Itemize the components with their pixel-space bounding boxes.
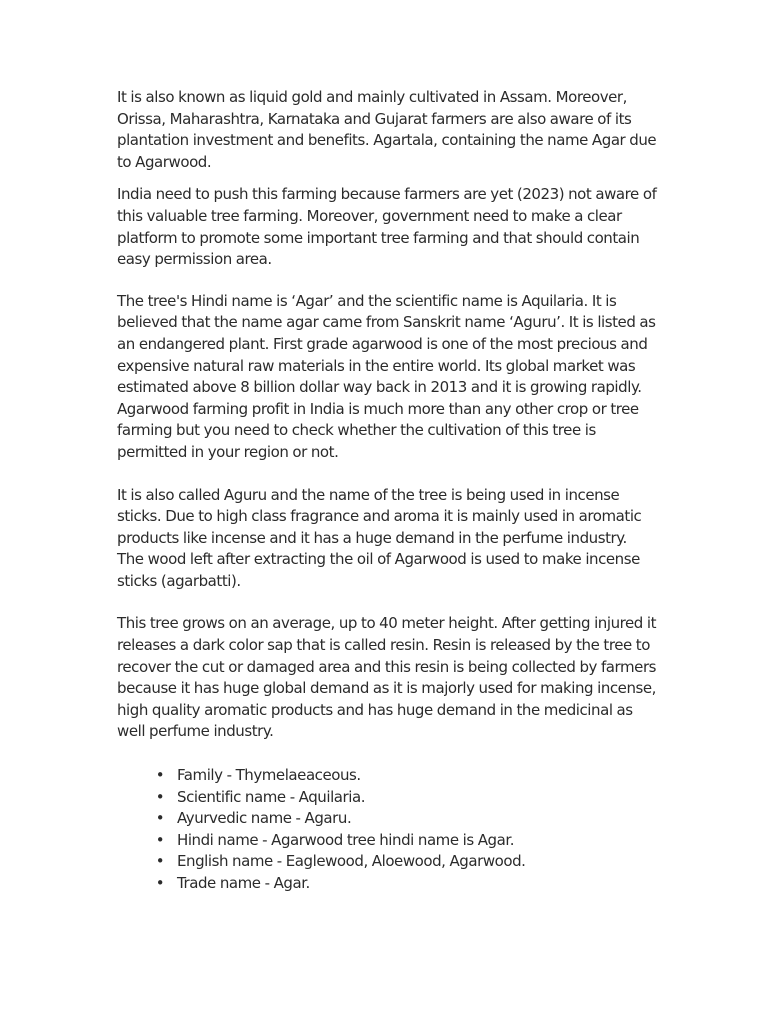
paragraph-aguru-incense: It is also called Aguru and the name of the tree is being used in incense sticks. Due to high class fragrance and aroma it is mainly used in aromatic products like incense and it has a huge demand in the perfume industry. The wood left after extracting the oil of Agarwood is used to make incense sticks (agarbatti). xyxy=(117,485,642,590)
list-item xyxy=(155,830,657,852)
list-item xyxy=(155,808,657,830)
bullet-icon: • xyxy=(155,874,165,892)
bullet-icon: • xyxy=(155,830,165,849)
bullet-icon: • xyxy=(155,809,165,828)
document-body xyxy=(117,87,657,895)
list-item-text: English name - Eaglewood, Aloewood, Agarwood. xyxy=(177,852,526,871)
bullet-icon: • xyxy=(155,787,165,806)
paragraph-liquid-gold: It is also known as liquid gold and mainly cultivated in Assam. Moreover, Orissa, Maharashtra, Karnataka and Gujarat farmers are also aware of its plantation investment and benefits. Agartala, containing the name Agar due to Agarwood. xyxy=(117,88,657,171)
list-item-text: Hindi name - Agarwood tree hindi name is Agar. xyxy=(177,830,515,849)
list-item xyxy=(155,787,657,809)
list-item-text: Family - Thymelaeaceous. xyxy=(177,766,361,785)
paragraph-tree-resin: This tree grows on an average, up to 40 meter height. After getting injured it releases a dark color sap that is called resin. Resin is released by the tree to recover the cut or damaged area and this resin is being collected by farmers because it has huge global demand as it is majorly used for making incense, high quality aromatic products and has huge demand in the medicinal as well perfume industry. xyxy=(117,614,657,741)
list-item xyxy=(155,873,657,895)
list-item-text: Scientific name - Aquilaria. xyxy=(177,787,366,806)
paragraph-hindi-name: The tree's Hindi name is ‘Agar’ and the scientific name is Aquilaria. It is believed that the name agar came from Sanskrit name ‘Aguru’. It is listed as an endangered plant. First grade agarwood is one of the most precious and expensive natural raw materials in the entire world. Its global market was estimated above 8 billion dollar way back in 2013 and it is growing rapidly. Agarwood farming profit in India is much more than any other crop or tree farming but you need to check whether the cultivation of this tree is permitted in your region or not. xyxy=(117,291,656,461)
bullet-icon: • xyxy=(155,852,165,871)
paragraph-india-farming: India need to push this farming because farmers are yet (2023) not aware of this valuable tree farming. Moreover, government need to make a clear platform to promote some important tree farming and that should contain easy permission area. xyxy=(117,185,657,269)
bullet-icon: • xyxy=(155,766,165,785)
list-item xyxy=(155,765,657,787)
tree-facts-list xyxy=(117,765,657,895)
list-item-text: Trade name - Agar. xyxy=(177,874,310,892)
list-item xyxy=(155,851,657,873)
list-item-text: Ayurvedic name - Agaru. xyxy=(177,809,352,828)
